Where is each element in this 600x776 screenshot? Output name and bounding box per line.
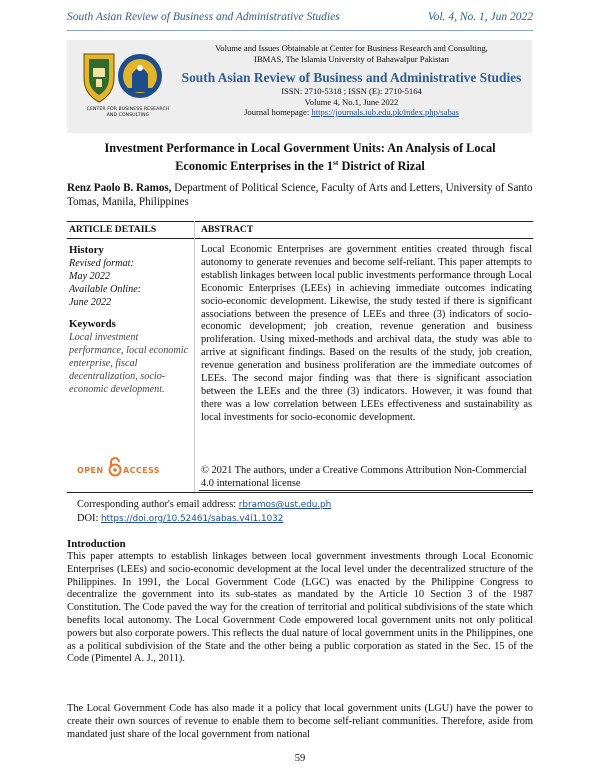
email-label: Corresponding author's email address: bbox=[77, 499, 239, 510]
title-line2-post: District of Rizal bbox=[338, 158, 425, 173]
title-line1: Investment Performance in Local Government Units: An Analysis of Local bbox=[104, 141, 496, 155]
header-rule bbox=[67, 30, 533, 31]
table-header-rule bbox=[67, 238, 533, 239]
banner-text bbox=[177, 43, 526, 118]
keywords-text: Local investment performance, local economic enterprise, fiscal decentralization, socio-economic development. bbox=[69, 332, 189, 395]
article-details bbox=[69, 244, 193, 396]
article-title bbox=[67, 141, 533, 173]
online-label: Available Online: bbox=[69, 284, 142, 295]
banner-line2: IBMAS, The Islamia University of Bahawalpur Pakistan bbox=[254, 53, 449, 64]
paragraph-1: This paper attempts to establish linkages between local government investments through Local Economic Enterprises (LEEs) and socio-economic development at the local level under the decentralized structure of the Philippines. In 1991, the Local Government Code (LGC) was enacted by the Philippine Congress to decentralize the government into its sub-states as mandated by the Article 10 Section 3 of the 1987 Constitution. The Code paved the way for the creation of territorial and political subdivisions of the state which benefits local autonomy. The Local Government Code empowered local government units not only political powers but also corporate powers. This reflects the dual nature of local government units in the Philippines, one as a political subdivision of the State and the other being a public corporation as stated in the Sec. 15 of the Code (Pimentel A. J., 2011). bbox=[67, 551, 533, 665]
author-block bbox=[67, 182, 533, 209]
doi-label: DOI: bbox=[77, 513, 101, 524]
banner-line1: Volume and Issues Obtainable at Center for Business Research and Consulting, bbox=[215, 43, 488, 53]
abstract-text: Local Economic Enterprises are government entities created through fiscal autonomy to generate revenues and become self-reliant. This paper attempts to establish linkages between local public investments performance through Local Economic Enterprises (LEEs) in achieving immediate outcomes indicating socio-economic development. Likewise, the study tested if there is significant associations between the presence of LEEs and three (3) indicators of socio-economic development; job creation, revenue generation and business proliferation. Using mixed-methods and archival data, the study was able to arrive at significant findings. Based on the results of the study, job creation, revenue generation and business proliferation are the immediate outcomes of LEEs. The second major finding was that there is significant association between the LEEs and the three (3) indicators. However, it was found that there was a low correlation between LEEs effectiveness and sustainability as local investments for socio-economic development. bbox=[201, 244, 532, 423]
introduction-heading: Introduction bbox=[67, 538, 126, 550]
volume-line: Volume 4, No.1, June 2022 bbox=[304, 96, 399, 107]
revised-label: Revised format: bbox=[69, 258, 134, 269]
email-line bbox=[77, 498, 331, 512]
logo-caption: CENTER FOR BUSINESS RESEARCH AND CONSULTING bbox=[86, 107, 170, 118]
keywords-heading: Keywords bbox=[69, 318, 116, 330]
title-sup: st bbox=[333, 157, 339, 167]
doi-link[interactable]: https://doi.org/10.52461/sabas.v4i1.1032 bbox=[100, 514, 284, 524]
doi-line bbox=[77, 512, 331, 526]
title-line2 bbox=[67, 156, 533, 174]
university-logo-icon bbox=[76, 48, 171, 108]
homepage-line bbox=[177, 107, 526, 118]
open-access-label-1: OPEN bbox=[77, 466, 104, 475]
running-head-issue: Vol. 4, No. 1, Jun 2022 bbox=[427, 11, 533, 23]
license-text: © 2021 The authors, under a Creative Commons Attribution Non-Commercial 4.0 international license bbox=[201, 465, 527, 489]
paragraph-2: The Local Government Code has also made it a policy that local government units (LGU) have the power to create their own sources of revenue to enable them to become self-reliant communities. Therefore, aside from mandated just share of the local government from national bbox=[67, 703, 533, 740]
open-access-label-2: ACCESS bbox=[123, 466, 160, 475]
revised-date: May 2022 bbox=[69, 271, 111, 282]
logo-group bbox=[76, 48, 171, 120]
history-heading: History bbox=[69, 244, 104, 256]
journal-banner bbox=[67, 40, 532, 133]
correspondence bbox=[77, 498, 331, 526]
issn: ISSN: 2710-5318 ; ISSN (E): 2710-5164 bbox=[281, 86, 422, 96]
online-date: June 2022 bbox=[69, 297, 112, 308]
homepage-link[interactable]: https://journals.iub.edu.pk/index.php/sabas bbox=[311, 107, 459, 117]
title-line2-pre: Economic Enterprises in the 1 bbox=[175, 158, 333, 173]
table-top-rule bbox=[67, 221, 533, 222]
email-link[interactable]: rbramos@ust.edu.ph bbox=[238, 500, 332, 510]
journal-title: South Asian Review of Business and Administrative Studies bbox=[181, 70, 522, 85]
article-details-header: ARTICLE DETAILS bbox=[69, 224, 157, 235]
abstract-header: ABSTRACT bbox=[201, 224, 254, 235]
open-lock-icon bbox=[108, 457, 122, 477]
column-divider bbox=[194, 221, 195, 492]
author-affiliation: Department of Political Science, Faculty of Arts and Letters, University of Santo Tomas, Manila, Philippines bbox=[67, 182, 533, 208]
running-head bbox=[67, 11, 533, 27]
table-bottom-rule bbox=[67, 492, 533, 493]
page-number: 59 bbox=[294, 753, 306, 764]
author-name: Renz Paolo B. Ramos, bbox=[67, 182, 172, 194]
homepage-label: Journal homepage: bbox=[244, 107, 312, 117]
running-head-journal: South Asian Review of Business and Administrative Studies bbox=[67, 11, 340, 23]
